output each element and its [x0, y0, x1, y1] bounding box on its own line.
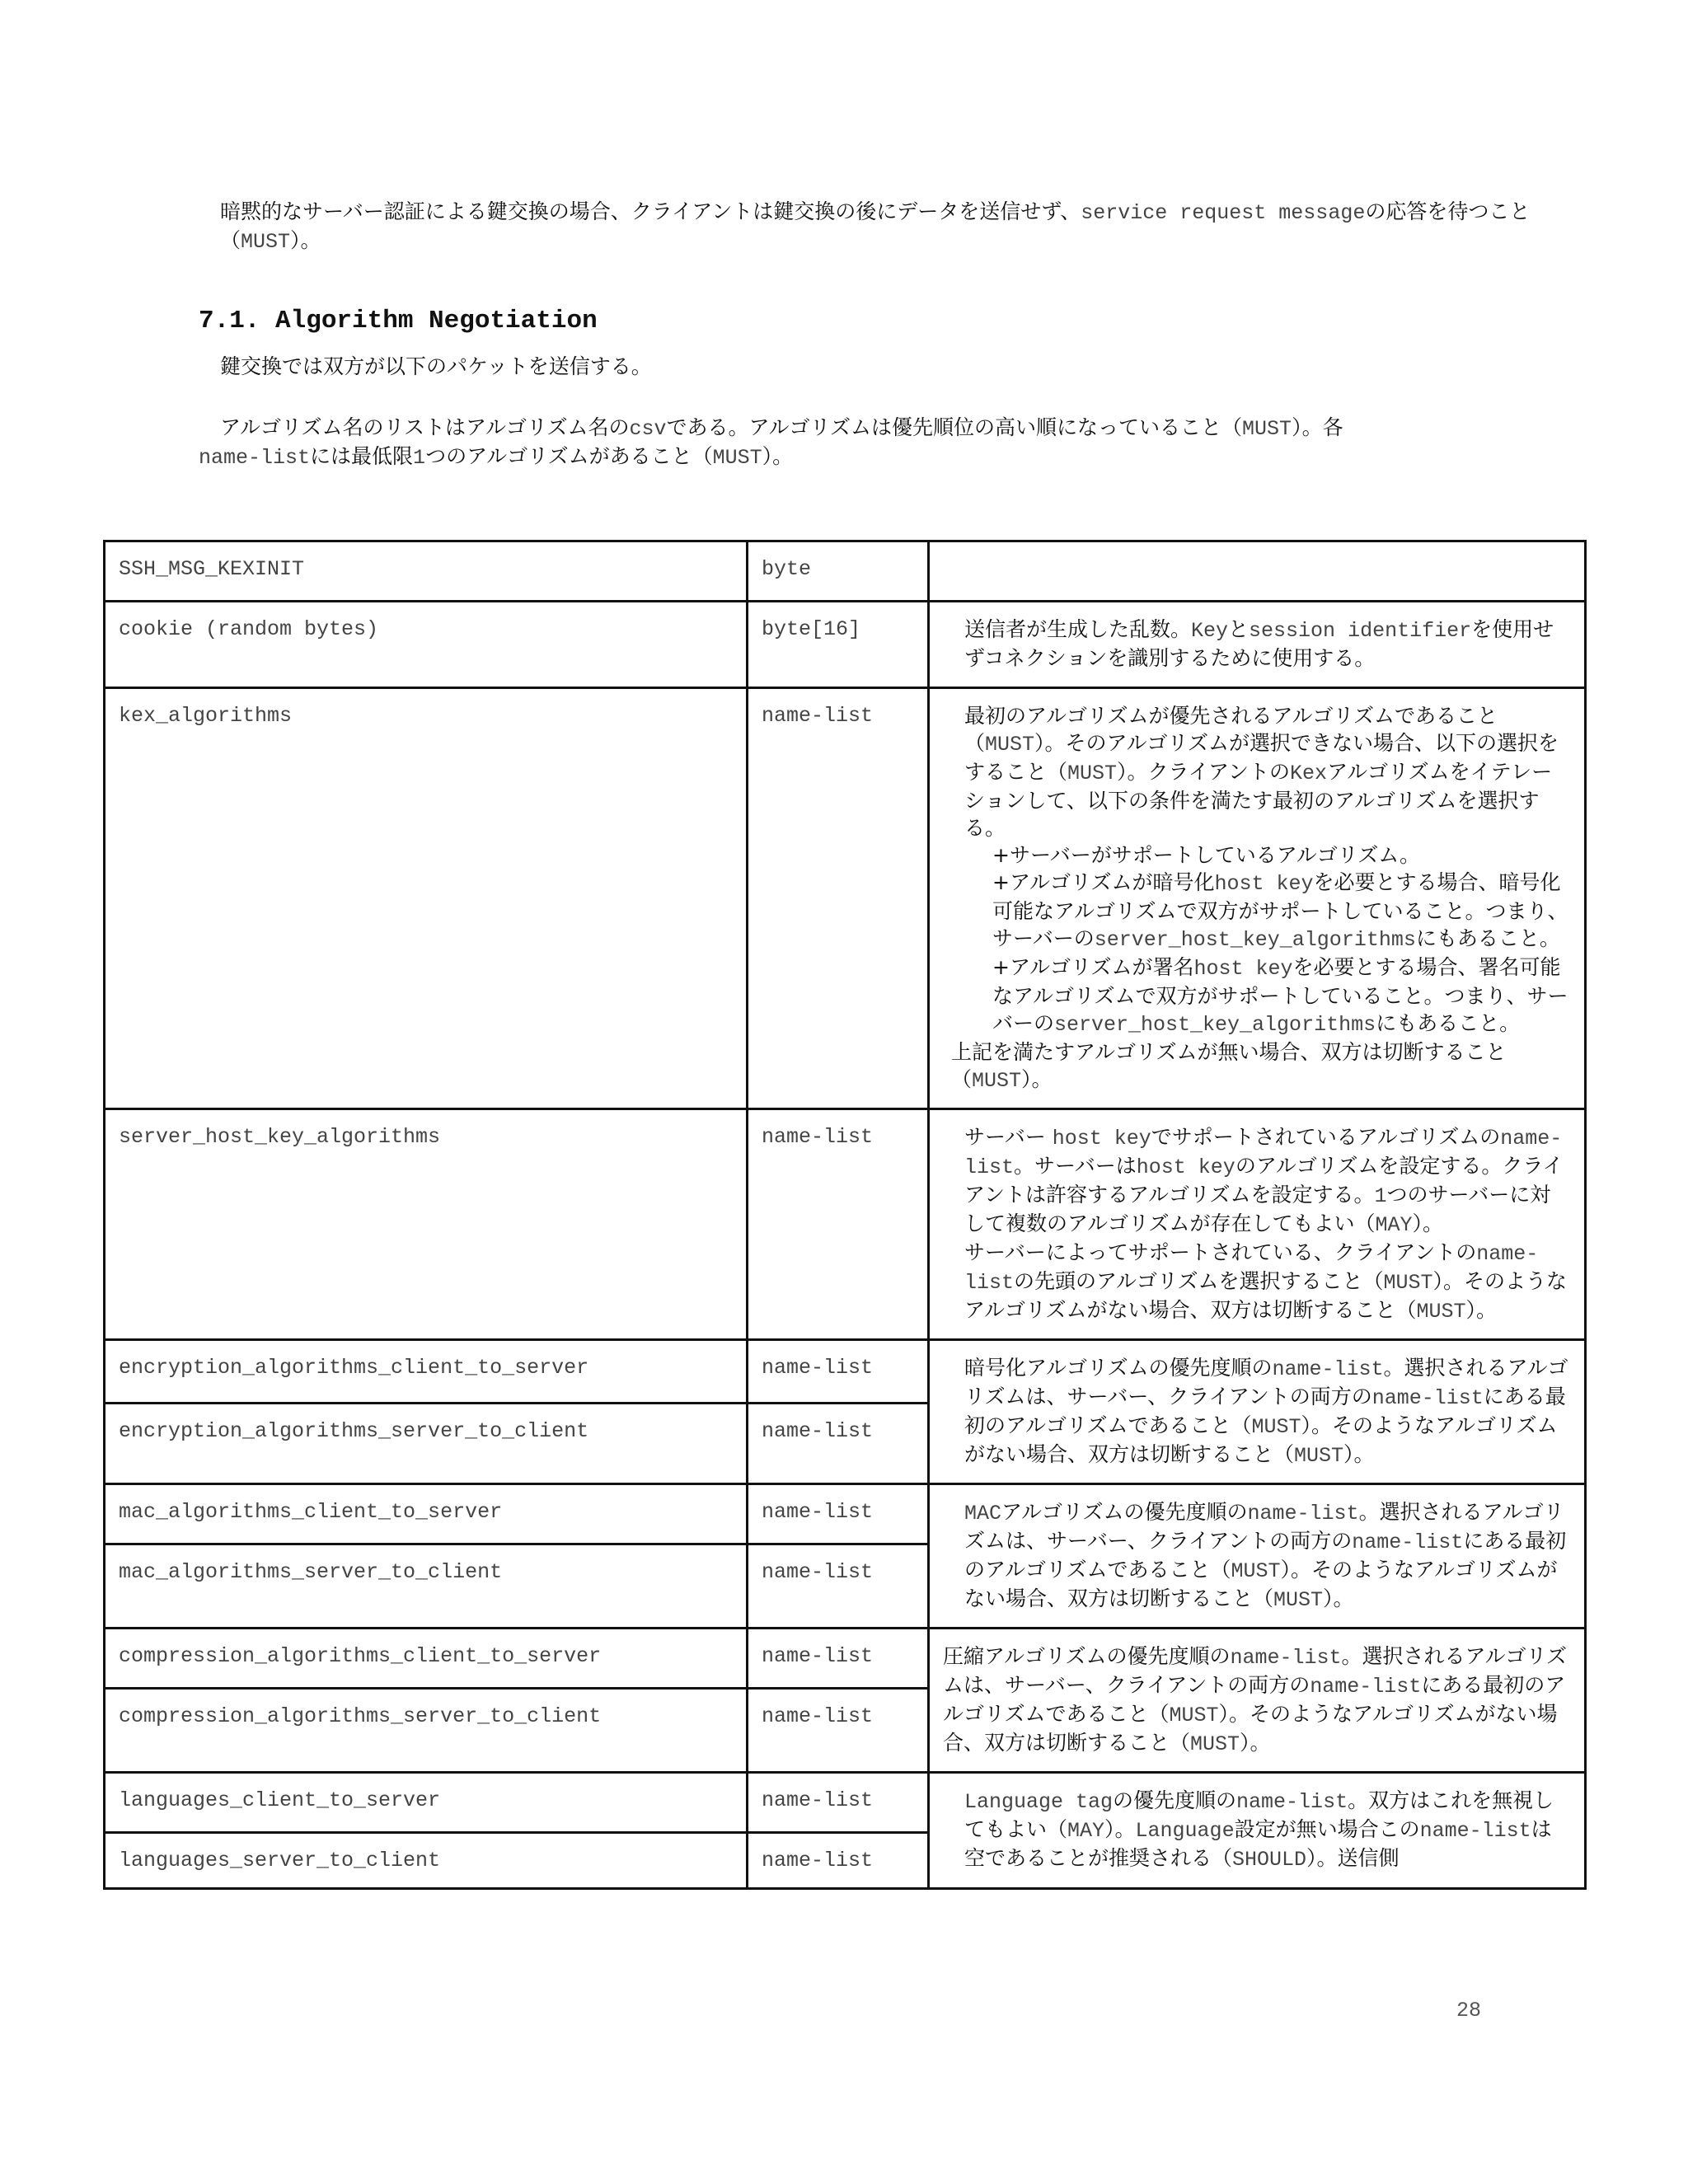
field-type: name-list — [748, 1833, 929, 1889]
field-name: mac_algorithms_client_to_server — [105, 1484, 748, 1544]
field-description: 最初のアルゴリズムが優先されるアルゴリズムであること（MUST）。そのアルゴリズムが選択できない場合、以下の選択をすること（MUST）。クライアントのKexアルゴリズムをイテレーションして、以下の条件を満たす最初のアルゴリズムを選択する。 +サーバーがサポートしているアルゴリズム。 +アルゴリズムが暗号化host keyを必要とする場合、暗号化可能なアルゴリズムで双方がサポートしていること。つまり、サーバーのserver_host_key_algorithmsにもあること。 +アルゴリズムが署名host keyを必要とする場合、署名可能なアルゴリズムで双方がサポートしていること。つまり、サーバーのserver_host_key_algorithmsにもあること。 上記を満たすアルゴリズムが無い場合、双方は切断すること（MUST）。 — [929, 688, 1586, 1109]
page-number: 28 — [1456, 1999, 1482, 2022]
field-name: compression_algorithms_server_to_client — [105, 1689, 748, 1773]
field-type: name-list — [748, 1544, 929, 1629]
field-name: compression_algorithms_client_to_server — [105, 1629, 748, 1689]
table-row — [105, 1773, 1586, 1833]
field-description: 送信者が生成した乱数。Keyとsession identifierを使用せずコネクションを識別するために使用する。 — [929, 602, 1586, 688]
field-type: name-list — [748, 1340, 929, 1404]
field-description: 圧縮アルゴリズムの優先度順のname-list。選択されるアルゴリズムは、サーバー、クライアントの両方のname-listにある最初のアルゴリズムであること（MUST）。そのようなアルゴリズムがない場合、双方は切断すること（MUST）。 — [929, 1629, 1586, 1773]
section-paragraph-2: アルゴリズム名のリストはアルゴリズム名のcsvである。アルゴリズムは優先順位の高い順になっていること（MUST）。各 name-listには最低限1つのアルゴリズムがあること（MUST）。 — [199, 415, 1343, 470]
field-name: languages_client_to_server — [105, 1773, 748, 1833]
field-name: encryption_algorithms_server_to_client — [105, 1404, 748, 1484]
table-row — [105, 1629, 1586, 1689]
table-row — [105, 1484, 1586, 1544]
field-type: name-list — [748, 1404, 929, 1484]
field-description — [929, 541, 1586, 602]
field-type: name-list — [748, 1109, 929, 1340]
table-row — [105, 688, 1586, 1109]
field-type: name-list — [748, 688, 929, 1109]
kexinit-table — [103, 540, 1587, 1890]
field-name: languages_server_to_client — [105, 1833, 748, 1889]
field-name: kex_algorithms — [105, 688, 748, 1109]
intro-paragraph: 暗黙的なサーバー認証による鍵交換の場合、クライアントは鍵交換の後にデータを送信せず、service request messageの応答を待つこと（MUST）。 — [220, 199, 1531, 254]
section-heading: 7.1. Algorithm Negotiation — [199, 307, 598, 335]
field-type: name-list — [748, 1773, 929, 1833]
field-description: MACアルゴリズムの優先度順のname-list。選択されるアルゴリズムは、サーバー、クライアントの両方のname-listにある最初のアルゴリズムであること（MUST）。そのようなアルゴリズムがない場合、双方は切断すること（MUST）。 — [929, 1484, 1586, 1629]
field-type: name-list — [748, 1689, 929, 1773]
field-description: 暗号化アルゴリズムの優先度順のname-list。選択されるアルゴリズムは、サーバー、クライアントの両方のname-listにある最初のアルゴリズムであること（MUST）。そのようなアルゴリズムがない場合、双方は切断すること（MUST）。 — [929, 1340, 1586, 1484]
table-row — [105, 541, 1586, 602]
table-row — [105, 1109, 1586, 1340]
field-name: encryption_algorithms_client_to_server — [105, 1340, 748, 1404]
field-description: Language tagの優先度順のname-list。双方はこれを無視してもよい（MAY）。Language設定が無い場合このname-listは空であることが推奨される（SHOULD）。送信側 — [929, 1773, 1586, 1889]
field-name: server_host_key_algorithms — [105, 1109, 748, 1340]
table-row — [105, 1340, 1586, 1404]
field-name: cookie (random bytes) — [105, 602, 748, 688]
section-paragraph-1: 鍵交換では双方が以下のパケットを送信する。 — [220, 354, 652, 378]
field-name: mac_algorithms_server_to_client — [105, 1544, 748, 1629]
field-type: byte[16] — [748, 602, 929, 688]
field-type: name-list — [748, 1484, 929, 1544]
field-description: サーバー host keyでサポートされているアルゴリズムのname-list。サーバーはhost keyのアルゴリズムを設定する。クライアントは許容するアルゴリズムを設定する。1つのサーバーに対して複数のアルゴリズムが存在してもよい（MAY）。 サーバーによってサポートされている、クライアントのname-listの先頭のアルゴリズムを選択すること（MUST）。そのようなアルゴリズムがない場合、双方は切断すること（MUST）。 — [929, 1109, 1586, 1340]
field-type: name-list — [748, 1629, 929, 1689]
field-name: SSH_MSG_KEXINIT — [105, 541, 748, 602]
table-row — [105, 602, 1586, 688]
field-type: byte — [748, 541, 929, 602]
